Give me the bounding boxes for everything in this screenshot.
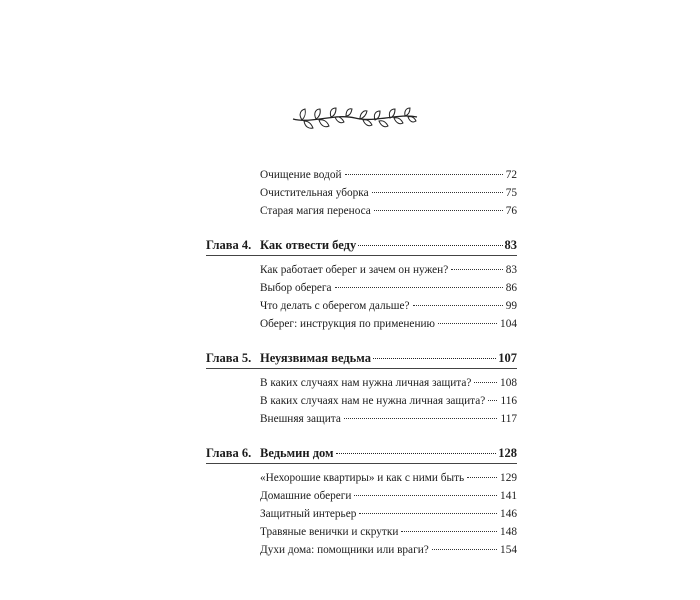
- toc-entry-page: 83: [505, 264, 517, 276]
- toc-entry-title: Домашние обереги: [260, 490, 352, 502]
- toc-entry[interactable]: [206, 166, 517, 184]
- toc-entry-page: 72: [505, 169, 517, 181]
- toc-entry[interactable]: [206, 261, 517, 279]
- dot-leader: [438, 323, 497, 324]
- toc-entry[interactable]: [206, 505, 517, 523]
- toc-entry-page: 76: [505, 205, 517, 217]
- chapter-title: Как отвести беду: [260, 238, 357, 252]
- toc-entry-page: 75: [505, 187, 517, 199]
- toc-entry-title: Старая магия переноса: [260, 205, 371, 217]
- toc-entry[interactable]: [206, 202, 517, 220]
- chapter-label: Глава 6.: [206, 446, 252, 460]
- dot-leader: [344, 418, 498, 419]
- toc-entry-page: 129: [500, 472, 517, 484]
- chapter-rule: [206, 463, 517, 464]
- toc-entry[interactable]: [206, 469, 517, 487]
- dot-leader: [358, 245, 502, 246]
- toc-entry[interactable]: [206, 315, 517, 333]
- toc-entry-page: 117: [500, 413, 517, 425]
- dot-leader: [401, 531, 497, 532]
- toc-entry-title: Как работает оберег и зачем он нужен?: [260, 264, 449, 276]
- chapter-heading[interactable]: [206, 443, 517, 463]
- toc-entry[interactable]: [206, 279, 517, 297]
- dot-leader: [345, 174, 503, 175]
- dot-leader: [474, 382, 497, 383]
- dot-leader: [488, 400, 497, 401]
- toc-entry-page: 104: [500, 318, 517, 330]
- toc-entry-page: 148: [500, 526, 517, 538]
- dot-leader: [335, 287, 503, 288]
- toc-entry-page: 146: [500, 508, 517, 520]
- dot-leader: [359, 513, 497, 514]
- chapter-label: Глава 5.: [206, 351, 252, 365]
- toc-entry-title: Очистительная уборка: [260, 187, 369, 199]
- chapter-title: Неуязвимая ведьма: [260, 351, 371, 365]
- chapter-page: 107: [498, 351, 517, 365]
- toc-entry-title: Защитный интерьер: [260, 508, 357, 520]
- toc-entry-title: Травяные венички и скрутки: [260, 526, 399, 538]
- toc-entry-page: 108: [500, 377, 517, 389]
- toc-entry[interactable]: [206, 523, 517, 541]
- toc-entry-title: Оберег: инструкция по применению: [260, 318, 435, 330]
- dot-leader: [372, 192, 503, 193]
- table-of-contents: [206, 166, 517, 559]
- dot-leader: [336, 453, 497, 454]
- toc-entry-title: В каких случаях нам не нужна личная защита?: [260, 395, 486, 407]
- toc-entry[interactable]: [206, 392, 517, 410]
- chapter-page: 128: [498, 446, 517, 460]
- toc-entry[interactable]: [206, 184, 517, 202]
- toc-entry-page: 154: [500, 544, 517, 556]
- toc-entry-title: Духи дома: помощники или враги?: [260, 544, 429, 556]
- toc-entry[interactable]: [206, 541, 517, 559]
- toc-entry-title: Внешняя защита: [260, 413, 341, 425]
- toc-entry-title: Что делать с оберегом дальше?: [260, 300, 410, 312]
- toc-entry[interactable]: [206, 374, 517, 392]
- toc-entry[interactable]: [206, 297, 517, 315]
- chapter-heading[interactable]: [206, 235, 517, 255]
- dot-leader: [354, 495, 497, 496]
- toc-entry-page: 141: [500, 490, 517, 502]
- toc-entry-page: 99: [505, 300, 517, 312]
- dot-leader: [451, 269, 502, 270]
- chapter-title: Ведьмин дом: [260, 446, 334, 460]
- chapter-page: 83: [504, 238, 517, 252]
- toc-entry[interactable]: [206, 410, 517, 428]
- toc-entry-title: В каких случаях нам нужна личная защита?: [260, 377, 472, 389]
- toc-entry-title: Выбор оберега: [260, 282, 332, 294]
- toc-entry-title: Очищение водой: [260, 169, 342, 181]
- chapter-rule: [206, 368, 517, 369]
- chapter-heading[interactable]: [206, 348, 517, 368]
- chapter-rule: [206, 255, 517, 256]
- dot-leader: [374, 210, 503, 211]
- toc-entry-title: «Нехорошие квартиры» и как с ними быть: [260, 472, 465, 484]
- dot-leader: [373, 358, 496, 359]
- dot-leader: [432, 549, 497, 550]
- leaf-vine-ornament: [290, 104, 420, 132]
- toc-entry[interactable]: [206, 487, 517, 505]
- chapter-label: Глава 4.: [206, 238, 252, 252]
- toc-entry-page: 116: [500, 395, 517, 407]
- dot-leader: [413, 305, 503, 306]
- dot-leader: [467, 477, 497, 478]
- toc-entry-page: 86: [505, 282, 517, 294]
